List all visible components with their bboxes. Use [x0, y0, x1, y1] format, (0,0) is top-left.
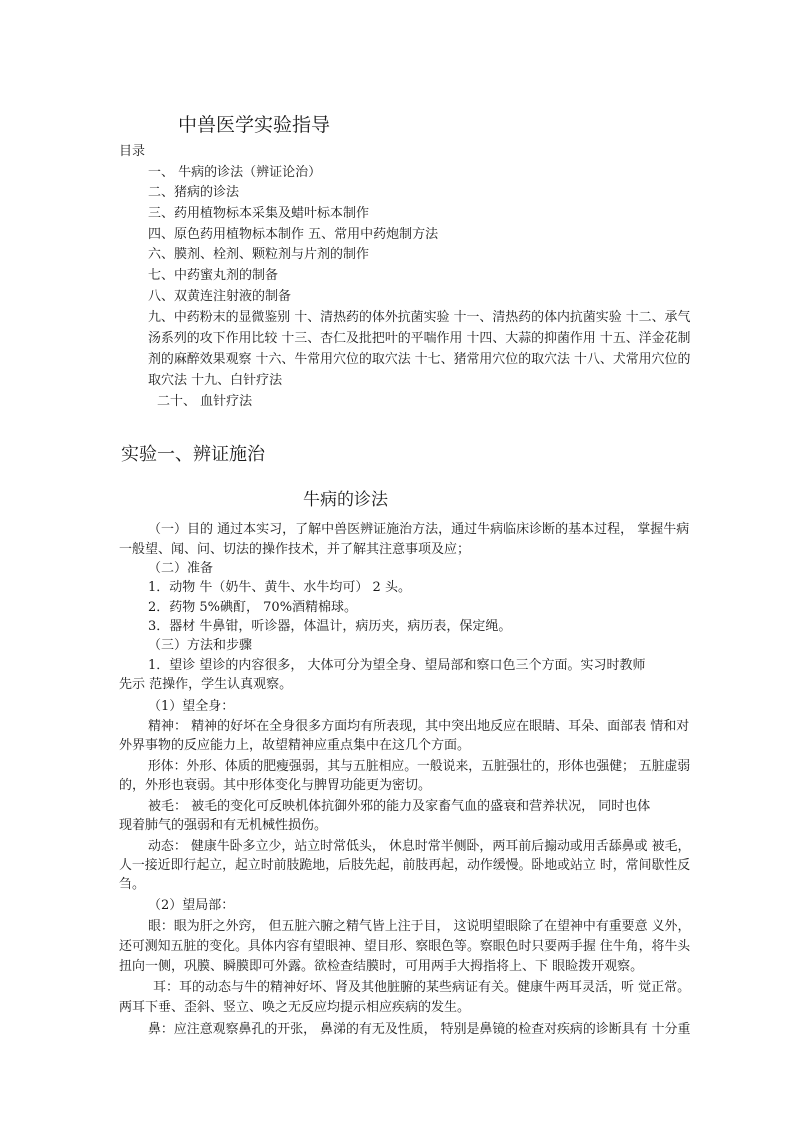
paragraph-line: 3．器材 牛鼻钳，听诊器，体温计，病历夹，病历表，保定绳。	[148, 619, 512, 634]
paragraph-line: 先示 范操作，学生认真观察。	[119, 677, 293, 692]
paragraph-line: 动态： 健康牛卧多立少，站立时常低头， 休息时常半侧卧，两耳前后搧动或用舌舔鼻或 被毛，	[148, 839, 691, 854]
toc-line: 剂的麻醉效果观察 十六、牛常用穴位的取穴法 十七、猪常用穴位的取穴法 十八、犬常用穴位的	[148, 352, 691, 367]
paragraph-line: 鼻：应注意观察鼻孔的开张， 鼻涕的有无及性质， 特别是鼻镜的检查对疾病的诊断具有 十分重	[148, 1022, 691, 1037]
paragraph-line: （2）望局部：	[148, 898, 235, 913]
toc-line: 四、原色药用植物标本制作 五、常用中药炮制方法	[148, 227, 439, 242]
toc-line: 六、膜剂、栓剂、颗粒剂与片剂的制作	[148, 247, 370, 262]
paragraph-line: （二）准备	[148, 561, 214, 576]
paragraph-line: （1）望全身：	[148, 699, 235, 714]
toc-line: 七、中药蜜丸剂的制备	[148, 268, 279, 283]
paragraph-line: 外界事物的反应能力上，故望精神应重点集中在这几个方面。	[119, 738, 471, 753]
paragraph-line: 刍。	[119, 877, 146, 892]
document-title: 中兽医学实验指导	[178, 114, 331, 136]
toc-line: 二、猪病的诊法	[148, 185, 240, 200]
section-title: 实验一、辨证施治	[121, 444, 265, 465]
paragraph-line: 两耳下垂、歪斜、竖立、唤之无反应均提示相应疾病的发生。	[119, 1000, 471, 1015]
paragraph-line: 1．望诊 望诊的内容很多， 大体可分为望全身、望局部和察口色三个方面。实习时教师	[148, 658, 646, 673]
toc-line: 取穴法 十九、白针疗法	[148, 373, 283, 388]
toc-line: 汤系列的攻下作用比较 十三、杏仁及批把叶的平喘作用 十四、大蒜的抑菌作用 十五、洋金花制	[148, 331, 691, 346]
toc-line: 八、双黄连注射液的制备	[148, 289, 292, 304]
toc-line: 三、药用植物标本采集及蜡叶标本制作	[148, 206, 370, 221]
paragraph-line: 扭向一侧，巩膜、瞬膜即可外露。欲检查结膜时，可用两手大拇指将上、下 眼睑拨开观察。	[119, 959, 644, 974]
paragraph-line: 现着肺气的强弱和有无机械性损伤。	[119, 818, 328, 833]
paragraph-line: 精神： 精神的好坏在全身很多方面均有所表现，其中突出地反应在眼睛、耳朵、面部表 情和对	[148, 719, 690, 734]
paragraph-line: （一）目的 通过本实习，了解中兽医辨证施治方法，通过牛病临床诊断的基本过程， 掌握牛病	[148, 522, 690, 537]
paragraph-line: 1．动物 牛（奶牛、黄牛、水牛均可） 2 头。	[148, 580, 411, 595]
paragraph-line: 被毛： 被毛的变化可反映机体抗御外邪的能力及家畜气血的盛衰和营养状况， 同时也体	[148, 799, 651, 814]
paragraph-line: 2．药物 5%碘酊， 70%酒精棉球。	[148, 600, 358, 615]
paragraph-line: 人一接近即行起立，起立时前肢跪地，后肢先起，前肢再起，动作缓慢。卧地或站立 时，常间歇性反	[119, 858, 691, 873]
toc-line: 一、 牛病的诊法（辨证论治）	[148, 165, 322, 180]
paragraph-line: 眼：眼为肝之外窍， 但五脏六腑之精气皆上注于目， 这说明望眼除了在望神中有重要意 义外，	[148, 919, 691, 934]
paragraph-line: 还可测知五脏的变化。具体内容有望眼神、望目形、察眼色等。察眼色时只要两手握 住牛角，将牛头	[119, 939, 691, 954]
subsection-title: 牛病的诊法	[303, 490, 388, 510]
paragraph-line: 耳：耳的动态与牛的精神好坏、肾及其他脏腑的某些病证有关。健康牛两耳灵活，听 觉正常。	[153, 980, 691, 995]
toc-line: 二十、 血针疗法	[157, 394, 253, 409]
toc-line: 九、中药粉末的显微鉴别 十、清热药的体外抗菌实验 十一、清热药的体内抗菌实验 十二、承气	[148, 310, 691, 325]
toc-heading: 目录	[119, 144, 146, 159]
paragraph-line: 一般望、闻、问、切法的操作技术，并了解其注意事项及应；	[119, 542, 471, 557]
paragraph-line: 的，外形也衰弱。其中形体变化与脾胃功能更为密切。	[119, 778, 432, 793]
paragraph-line: （三）方法和步骤	[148, 638, 253, 653]
paragraph-line: 形体：外形、体质的肥瘦强弱，其与五脏相应。一般说来，五脏强壮的，形体也强健； 五脏虚弱	[148, 759, 691, 774]
